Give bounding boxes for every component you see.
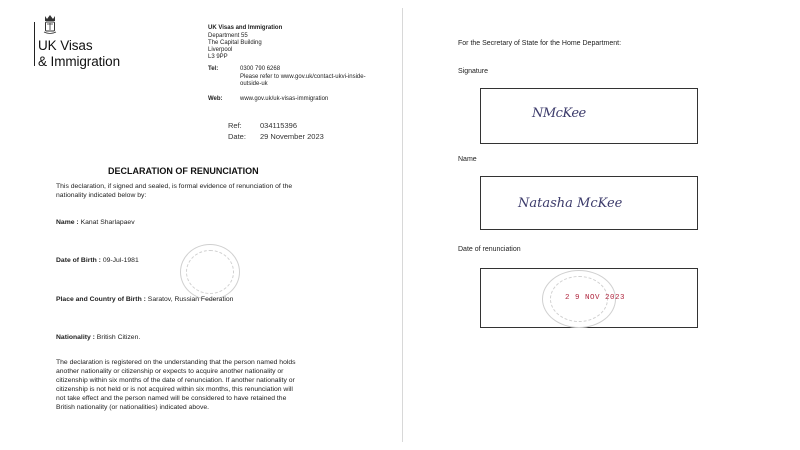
name-label: Name : [56, 219, 79, 226]
date-label: Date: [228, 132, 246, 141]
address-line: Department 55 [208, 33, 248, 39]
tel-value: 0300 790 6268 [240, 66, 281, 72]
refer-line: Please refer to www.gov.uk/contact-ukvi-inside- [240, 74, 366, 80]
address-line: Liverpool [208, 47, 233, 53]
name-label-right: Name [458, 156, 477, 163]
intro-line: nationality indicated below by: [56, 192, 147, 199]
name-value: Kanat Sharlapaev [80, 219, 135, 226]
body-line: citizenship within six months of the date of renunciation. If another nationality or [56, 377, 295, 384]
body-line: The declaration is registered on the understanding that the person named holds [56, 359, 296, 366]
page-divider [402, 8, 403, 442]
logo-text-line-2: & Immigration [38, 54, 120, 69]
royal-crest-icon [40, 14, 60, 36]
embossed-seal-inner [186, 250, 234, 294]
refer-line: outside-uk [240, 81, 268, 87]
body-line: British nationality (or nationalities) indicated above. [56, 404, 210, 411]
signature-box [480, 88, 698, 144]
signature-label: Signature [458, 68, 488, 75]
name-row [56, 218, 135, 227]
dob-row [56, 256, 139, 265]
ref-label: Ref: [228, 121, 242, 130]
nationality-label: Nationality : [56, 334, 95, 341]
address-line: The Capital Building [208, 40, 262, 46]
logo-rule [34, 22, 35, 66]
nationality-value: British Citizen. [96, 334, 141, 341]
name-handwriting: Natasha McKee [518, 196, 623, 211]
body-line: another nationality or citizenship or expects to acquire another nationality or [56, 368, 284, 375]
date-of-renunciation-label: Date of renunciation [458, 246, 521, 253]
declaration-title: DECLARATION OF RENUNCIATION [108, 166, 259, 176]
intro-line: This declaration, if signed and sealed, is formal evidence of renunciation of the [56, 183, 293, 190]
pob-row [56, 295, 233, 304]
date-stamp: 2 9 NOV 2023 [565, 294, 626, 302]
address-organisation: UK Visas and Immigration [208, 25, 283, 31]
ref-value: 034115396 [260, 121, 297, 130]
signature-handwriting: NMcKee [532, 106, 586, 121]
logo-text-line-1: UK Visas [38, 38, 93, 53]
body-line: citizenship is not held or is not acquired within six months, this renunciation will [56, 386, 293, 393]
address-line: L3 9PP [208, 54, 228, 60]
pob-value: Saratov, Russian Federation [147, 296, 234, 303]
nationality-row [56, 333, 140, 342]
web-label: Web: [208, 96, 223, 102]
pob-label: Place and Country of Birth : [56, 296, 146, 303]
tel-label: Tel: [208, 66, 219, 72]
dob-value: 09-Jul-1981 [102, 257, 139, 264]
secretary-of-state-header: For the Secretary of State for the Home Department: [458, 40, 622, 47]
date-value: 29 November 2023 [260, 132, 324, 141]
web-value: www.gov.uk/uk-visas-immigration [240, 96, 329, 102]
dob-label: Date of Birth : [56, 257, 101, 264]
body-line: not take effect and the person named will be considered to have retained the [56, 395, 287, 402]
